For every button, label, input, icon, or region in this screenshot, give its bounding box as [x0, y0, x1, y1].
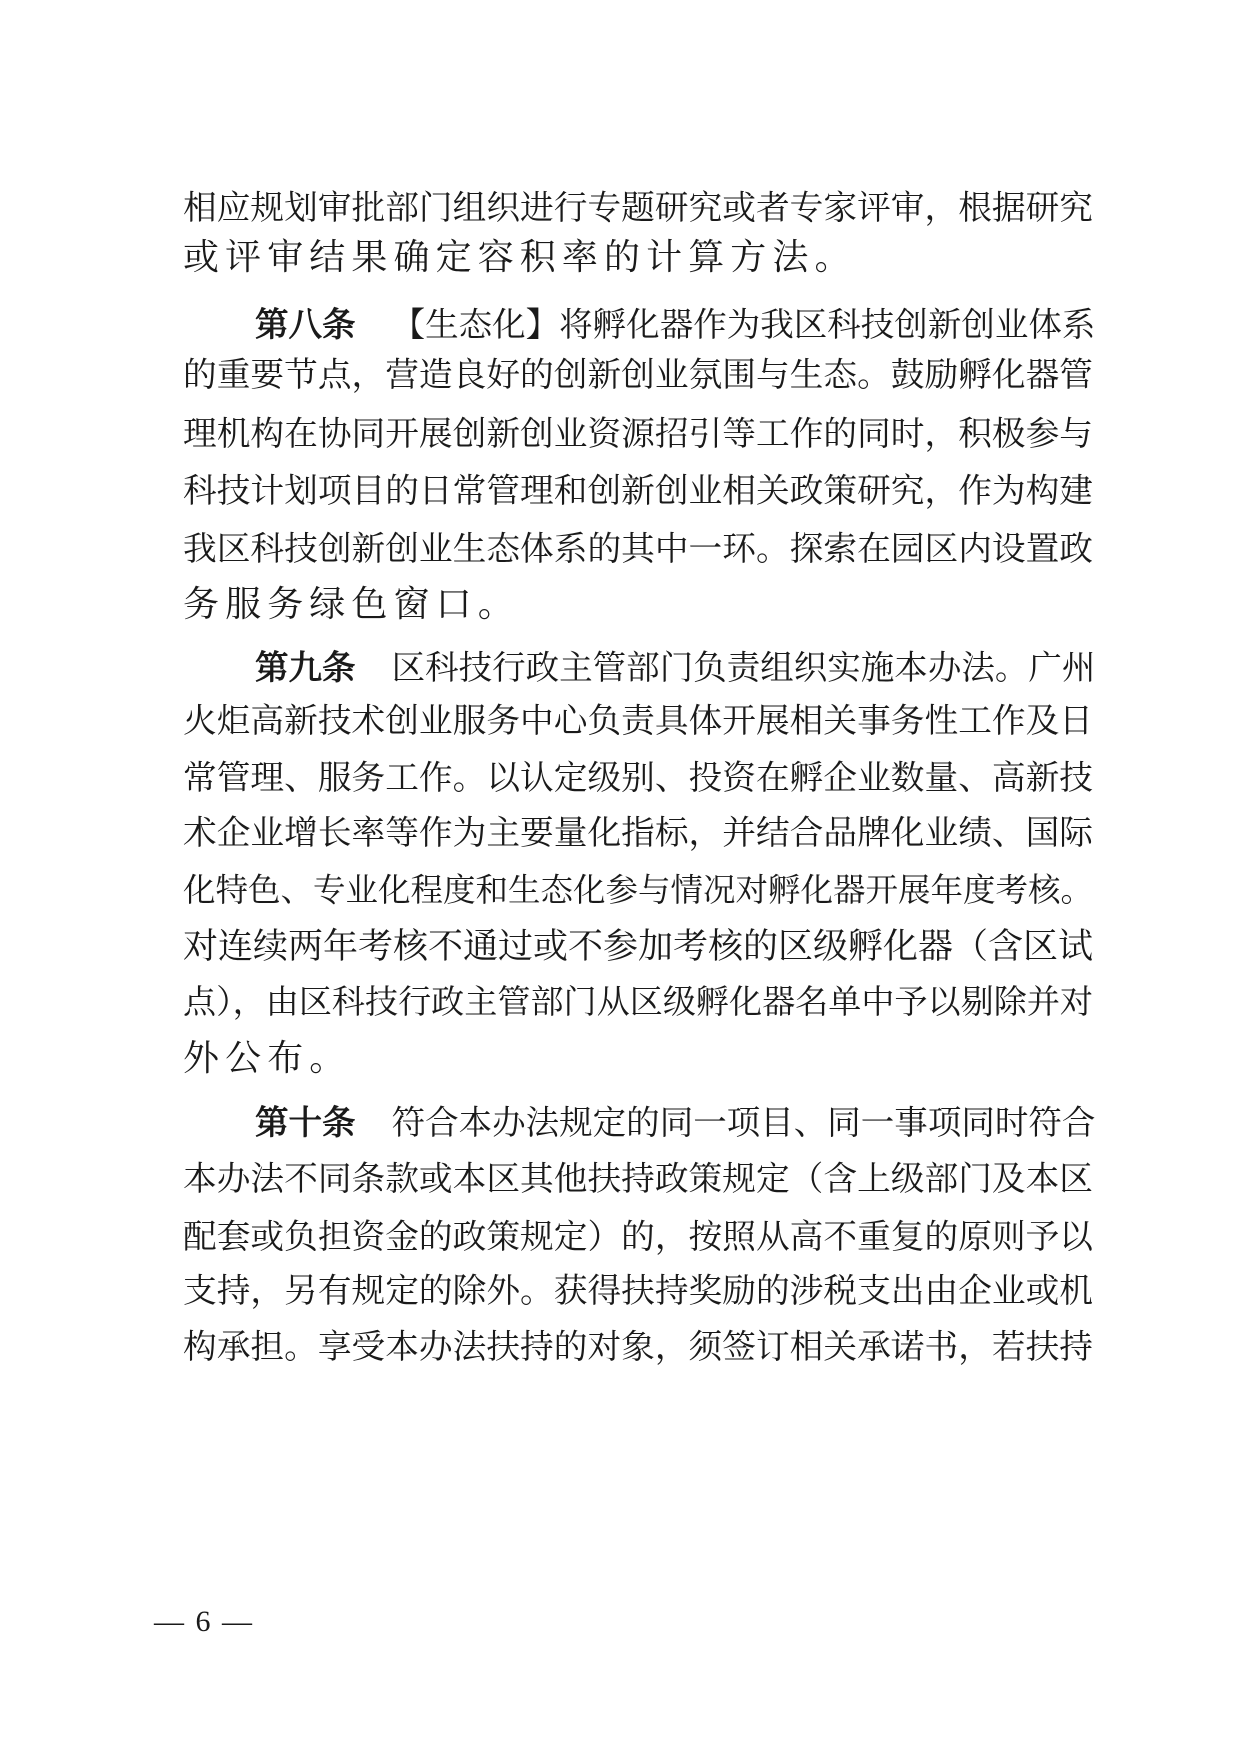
line-text: 我区科技创新创业生态体系的其中一环。探索在园区内设置政 — [183, 529, 1093, 568]
text-line — [183, 409, 1093, 459]
line-text: 或评审结果确定容积率的计算方法。 — [183, 237, 857, 278]
line-text: 化特色、专业化程度和生态化参与情况对孵化器开展年度考核。 — [183, 871, 1094, 909]
text-line — [183, 1266, 1093, 1316]
line-text: 【生态化】将孵化器作为我区科技创新创业体系 — [391, 305, 1096, 344]
text-line — [183, 233, 1093, 283]
text-line — [183, 466, 1093, 516]
text-line — [183, 1322, 1093, 1372]
line-text: 对连续两年考核不通过或不参加考核的区级孵化器（含区试 — [183, 927, 1094, 967]
line-text: 支持，另有规定的除外。获得扶持奖励的涉税支出由企业或机 — [183, 1271, 1093, 1310]
text-line — [183, 753, 1093, 803]
line-text: 外公布。 — [183, 1038, 352, 1079]
line-text: 本办法不同条款或本区其他扶持政策规定（含上级部门及本区 — [183, 1159, 1093, 1198]
line-text: 务服务绿色窗口。 — [183, 584, 520, 625]
article-heading: 第十条 — [255, 1103, 356, 1142]
article-heading: 第八条 — [255, 305, 356, 344]
article-first-line — [255, 643, 1096, 693]
line-text: 的重要节点，营造良好的创新创业氛围与生态。鼓励孵化器管 — [183, 355, 1093, 394]
text-line — [183, 696, 1093, 746]
line-text: 相应规划审批部门组织进行专题研究或者专家评审，根据研究 — [183, 188, 1093, 227]
line-text: 构承担。享受本办法扶持的对象，须签订相关承诺书，若扶持 — [183, 1327, 1093, 1366]
text-line — [183, 350, 1093, 400]
article-first-line — [255, 1098, 1096, 1148]
text-line — [183, 1034, 1093, 1084]
line-text: 符合本办法规定的同一项目、同一事项同时符合 — [391, 1103, 1096, 1142]
article-first-line — [255, 300, 1096, 350]
article-heading: 第九条 — [255, 648, 356, 687]
text-line — [183, 865, 1093, 915]
line-text: 配套或负担资金的政策规定）的，按照从高不重复的原则予以 — [183, 1217, 1093, 1256]
line-text: 区科技行政主管部门负责组织实施本办法。广州 — [391, 648, 1096, 687]
line-text: 术企业增长率等作为主要量化指标，并结合品牌化业绩、国际 — [183, 813, 1093, 852]
text-line — [183, 922, 1093, 972]
text-line — [183, 580, 1093, 630]
line-text: 火炬高新技术创业服务中心负责具体开展相关事务性工作及日 — [183, 701, 1093, 740]
line-text: 点），由区科技行政主管部门从区级孵化器名单中予以剔除并对 — [183, 982, 1093, 1021]
text-line — [183, 524, 1093, 574]
line-text: 科技计划项目的日常管理和创新创业相关政策研究，作为构建 — [183, 471, 1093, 510]
page-number: — 6 — — [154, 1605, 254, 1638]
line-text: 理机构在协同开展创新创业资源招引等工作的同时，积极参与 — [183, 414, 1093, 453]
line-text: 常管理、服务工作。以认定级别、投资在孵企业数量、高新技 — [183, 758, 1093, 797]
text-line — [183, 808, 1093, 858]
text-line — [183, 1212, 1093, 1262]
text-line — [183, 1154, 1093, 1204]
text-line — [183, 977, 1093, 1027]
text-line — [183, 183, 1093, 233]
